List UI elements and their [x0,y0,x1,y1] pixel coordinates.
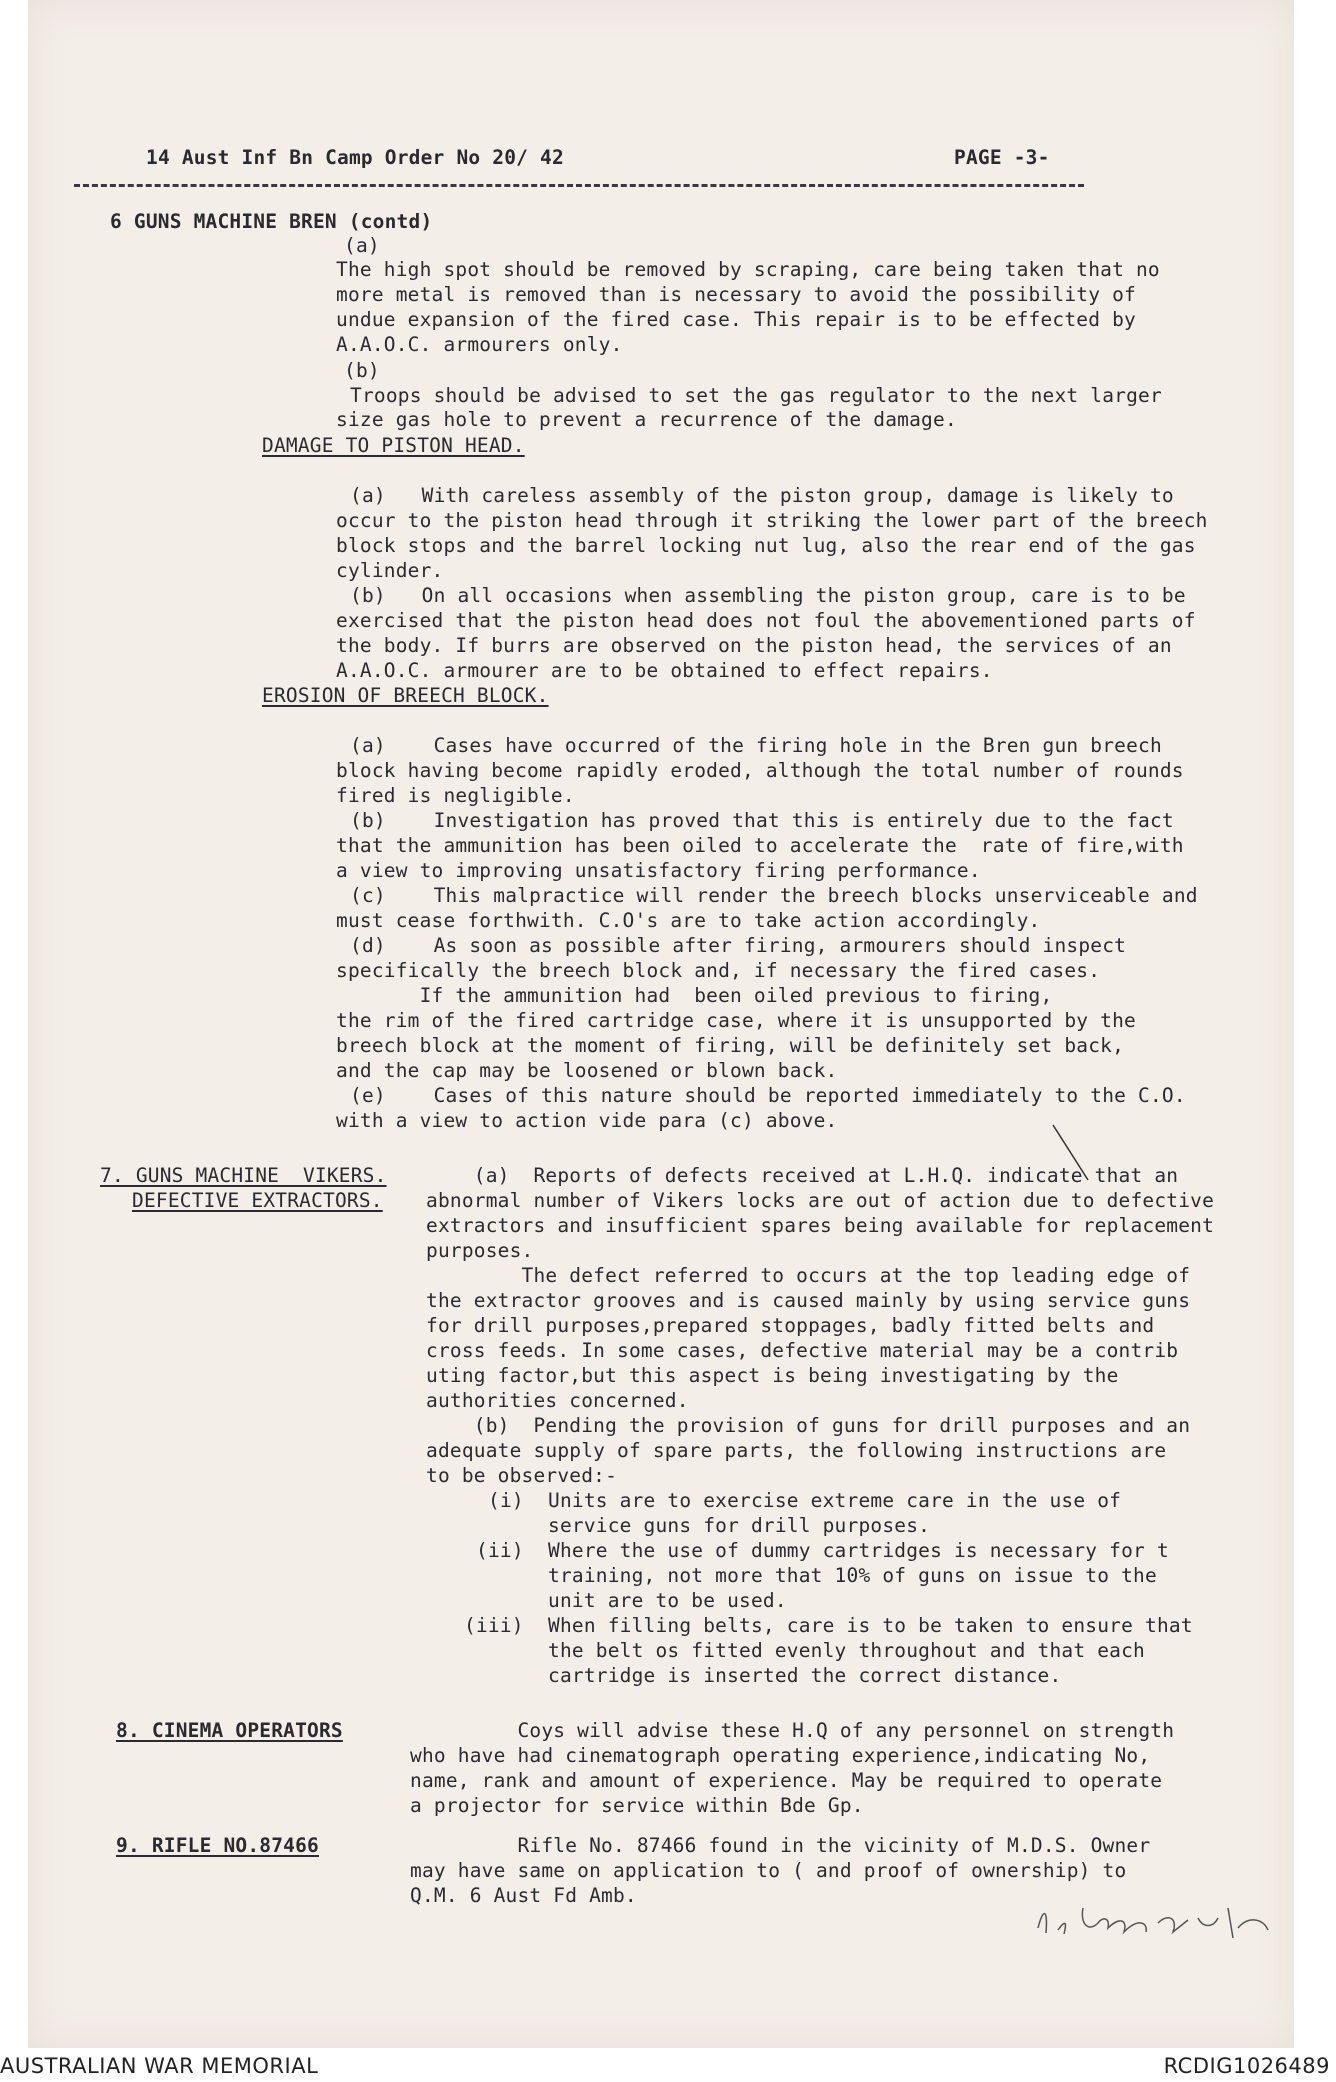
erosion-line: specifically the breech block and, if necessary the fired cases. [336,959,1101,982]
footer-collection: AUSTRALIAN WAR MEMORIAL [0,2054,319,2078]
list-item-line: cartridge is inserted the correct distance. [548,1664,1062,1687]
piston-line: occur to the piston head through it striking the lower part of the breech [336,509,1208,532]
section-7-line: adequate supply of spare parts, the following instructions are [426,1439,1167,1462]
section-9-line: Q.M. 6 Aust Fd Amb. [410,1884,637,1907]
piston-line: (a) With careless assembly of the piston group, damage is likely to [350,484,1174,507]
erosion-line: (a) Cases have occurred of the firing hole in the Bren gun breech [350,734,1162,757]
section-9-line: Rifle No. 87466 found in the vicinity of M.D.S. Owner [410,1834,1151,1857]
erosion-line: a view to improving unsatisfactory firing performance. [336,859,981,882]
piston-line: exercised that the piston head does not foul the abovementioned parts of [336,609,1196,632]
section-7-line: (a) Reports of defects received at L.H.Q. indicate that an [426,1164,1179,1187]
section-9-line: may have same on application to ( and proof of ownership) to [410,1859,1127,1882]
list-item-line: Units are to exercise extreme care in the use of [548,1489,1122,1512]
list-item-line: Where the use of dummy cartridges is necessary for t [548,1539,1169,1562]
section-6-b-line: Troops should be advised to set the gas regulator to the next larger [350,384,1162,407]
list-item-number: (ii) [476,1539,524,1562]
list-item-line: When filling belts, care is to be taken to ensure that [548,1614,1193,1637]
section-6-title: 6 GUNS MACHINE BREN (contd) [110,210,433,233]
erosion-line: the rim of the fired cartridge case, where it is unsupported by the [336,1009,1136,1032]
section-7-line: The defect referred to occurs at the top leading edge of [426,1264,1191,1287]
section-7-line: cross feeds. In some cases, defective material may be a contrib [426,1339,1179,1362]
document-page [28,0,1294,2048]
section-7-line: (b) Pending the provision of guns for drill purposes and an [426,1414,1191,1437]
section-7-line: abnormal number of Vikers locks are out of action due to defective [426,1189,1215,1212]
section-7-line: purposes. [426,1239,534,1262]
piston-line: (b) On all occasions when assembling the piston group, care is to be [350,584,1186,607]
section-7-title: 7. GUNS MACHINE VIKERS. [100,1164,387,1187]
list-item-line: training, not more that 10% of guns on issue to the [548,1564,1157,1587]
section-6-b-line: size gas hole to prevent a recurrence of the damage. [336,408,957,431]
section-8-title: 8. CINEMA OPERATORS [116,1719,343,1742]
list-item-number: (i) [488,1489,524,1512]
erosion-line: block having become rapidly eroded, although the total number of rounds [336,759,1184,782]
handwritten-signature-icon [1028,1888,1278,1948]
piston-line: cylinder. [336,559,444,582]
pencil-mark-icon [1048,1120,1148,1190]
footer-item-id: RCDIG1026489 [1163,2054,1330,2078]
section-7-line: the extractor grooves and is caused mainly by using service guns [426,1289,1191,1312]
section-6-a-line: more metal is removed than is necessary to avoid the possibility of [336,283,1136,306]
erosion-line: fired is negligible. [336,784,575,807]
section-7-line: extractors and insufficient spares being available for replacement [426,1214,1215,1237]
section-6-a-line: A.A.O.C. armourers only. [336,333,623,356]
erosion-line: (d) As soon as possible after firing, armourers should inspect [350,934,1127,957]
section-8-line: a projector for service within Bde Gp. [410,1794,864,1817]
list-item-line: unit are to be used. [548,1589,787,1612]
section-9-title: 9. RIFLE NO.87466 [116,1834,319,1857]
erosion-line: must cease forthwith. C.O's are to take action accordingly. [336,909,1041,932]
section-7-subtitle: DEFECTIVE EXTRACTORS. [132,1189,383,1212]
header-order-title: 14 Aust Inf Bn Camp Order No 20/ 42 [146,146,564,169]
erosion-line: that the ammunition has been oiled to accelerate the rate of fire,with [336,834,1184,857]
erosion-heading: EROSION OF BREECH BLOCK. [262,684,549,707]
header-rule [74,184,1084,187]
section-8-line: who have had cinematograph operating experience,indicating No, [410,1744,1151,1767]
list-item-line: service guns for drill purposes. [548,1514,931,1537]
header-page-number: PAGE -3- [954,146,1050,169]
erosion-line: If the ammunition had been oiled previous to firing, [336,984,1053,1007]
erosion-line: (b) Investigation has proved that this is entirely due to the fact [350,809,1174,832]
piston-line: block stops and the barrel locking nut lug, also the rear end of the gas [336,534,1196,557]
section-6-sub-a: (a) [344,234,380,257]
section-7-line: for drill purposes,prepared stoppages, badly fitted belts and [426,1314,1155,1337]
erosion-line: (c) This malpractice will render the breech blocks unserviceable and [350,884,1198,907]
piston-heading: DAMAGE TO PISTON HEAD. [262,434,525,457]
section-8-line: name, rank and amount of experience. May be required to operate [410,1769,1163,1792]
section-6-a-line: The high spot should be removed by scraping, care being taken that no [336,258,1160,281]
list-item-number: (iii) [464,1614,524,1637]
piston-line: A.A.O.C. armourer are to be obtained to effect repairs. [336,659,993,682]
erosion-line: with a view to action vide para (c) above. [336,1109,838,1132]
erosion-line: (e) Cases of this nature should be reported immediately to the C.O. [350,1084,1186,1107]
erosion-line: and the cap may be loosened or blown back. [336,1059,838,1082]
erosion-line: breech block at the moment of firing, will be definitely set back, [336,1034,1125,1057]
section-7-line: to be observed:- [426,1464,618,1487]
section-6-sub-b: (b) [344,359,380,382]
section-6-a-line: undue expansion of the fired case. This repair is to be effected by [336,308,1136,331]
section-8-line: Coys will advise these H.Q of any personnel on strength [410,1719,1175,1742]
piston-line: the body. If burrs are observed on the piston head, the services of an [336,634,1172,657]
section-7-line: authorities concerned. [426,1389,689,1412]
section-7-line: uting factor,but this aspect is being investigating by the [426,1364,1119,1387]
list-item-line: the belt os fitted evenly throughout and that each [548,1639,1145,1662]
